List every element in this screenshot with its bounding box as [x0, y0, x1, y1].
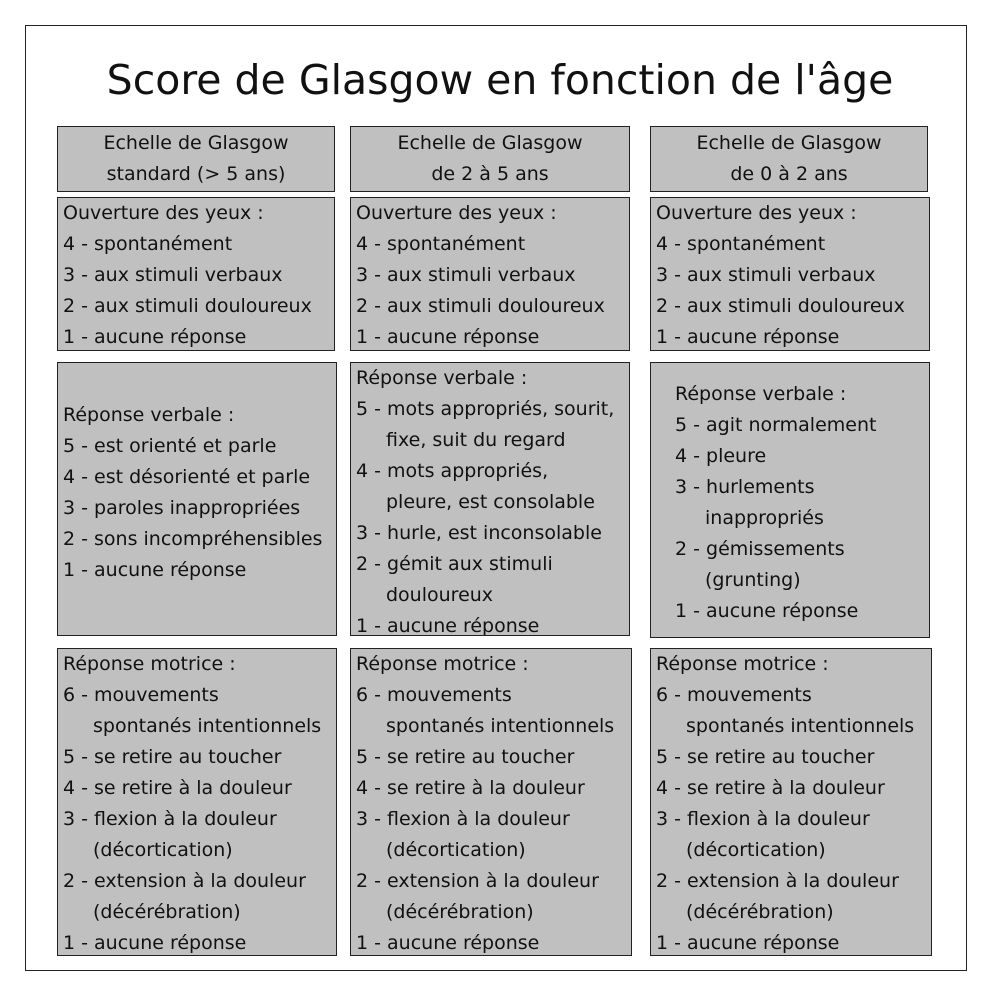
section-label: Réponse motrice : [63, 653, 236, 675]
score-item: 1 - aucune réponse [356, 326, 540, 348]
header-standard [57, 126, 335, 192]
verbal-box-standard [57, 362, 337, 636]
score-item: 2 - gémit aux stimuli [356, 553, 553, 575]
eyes-box-2-5 [350, 197, 630, 351]
score-item: 4 - pleure [675, 445, 767, 467]
score-item: 4 - se retire à la douleur [356, 777, 585, 799]
section-label: Réponse verbale : [63, 404, 235, 426]
score-item: 1 - aucune réponse [675, 600, 859, 622]
score-item: 3 - flexion à la douleur [356, 808, 570, 830]
score-item: 6 - mouvements [656, 684, 812, 706]
score-item-continued: pleure, est consolable [386, 491, 595, 513]
motor-box-0-2 [650, 648, 932, 956]
score-item: 2 - aux stimuli douloureux [356, 295, 605, 317]
page-title: Score de Glasgow en fonction de l'âge [106, 56, 894, 104]
score-item: 2 - aux stimuli douloureux [63, 295, 312, 317]
section-label: Ouverture des yeux : [656, 202, 857, 224]
score-item: 3 - hurlements [675, 476, 815, 498]
header-0-2 [650, 126, 928, 192]
score-item: 5 - se retire au toucher [656, 746, 875, 768]
score-item: 1 - aucune réponse [63, 932, 247, 954]
score-item-continued: (décérébration) [386, 901, 534, 923]
header-line: de 2 à 5 ans [431, 163, 549, 185]
score-item: 2 - extension à la douleur [656, 870, 899, 892]
header-line: Echelle de Glasgow [397, 132, 583, 154]
eyes-box-standard [57, 197, 335, 351]
score-item: 1 - aucune réponse [356, 615, 540, 636]
score-item: 6 - mouvements [356, 684, 512, 706]
score-item: 5 - se retire au toucher [356, 746, 575, 768]
score-item: 5 - se retire au toucher [63, 746, 282, 768]
section-label: Réponse verbale : [356, 367, 528, 389]
score-item-continued: inappropriés [705, 507, 824, 529]
score-item-continued: spontanés intentionnels [386, 715, 615, 737]
section-label: Ouverture des yeux : [63, 202, 264, 224]
score-item-continued: (décortication) [93, 839, 233, 861]
score-item: 3 - aux stimuli verbaux [356, 264, 576, 286]
score-item: 1 - aucune réponse [656, 326, 840, 348]
score-item-continued: (décortication) [686, 839, 826, 861]
score-item: 4 - se retire à la douleur [656, 777, 885, 799]
score-item: 2 - extension à la douleur [356, 870, 599, 892]
verbal-box-0-2 [650, 362, 930, 638]
score-item: 2 - extension à la douleur [63, 870, 306, 892]
score-item: 4 - mots appropriés, [356, 460, 549, 482]
header-line: Echelle de Glasgow [696, 132, 882, 154]
section-label: Réponse verbale : [675, 383, 847, 405]
score-item: 3 - aux stimuli verbaux [63, 264, 283, 286]
header-line: Echelle de Glasgow [103, 132, 289, 154]
score-item-continued: (décortication) [386, 839, 526, 861]
score-item: 3 - flexion à la douleur [656, 808, 870, 830]
score-item: 2 - gémissements [675, 538, 845, 560]
score-item: 1 - aucune réponse [63, 559, 247, 581]
header-line: de 0 à 2 ans [730, 163, 848, 185]
score-item: 4 - spontanément [63, 233, 233, 255]
section-label: Réponse motrice : [656, 653, 829, 675]
score-item: 4 - spontanément [656, 233, 826, 255]
score-item-continued: (décérébration) [686, 901, 834, 923]
score-item: 4 - spontanément [356, 233, 526, 255]
score-item: 4 - est désorienté et parle [63, 466, 311, 488]
score-item-continued: spontanés intentionnels [93, 715, 322, 737]
score-item-continued: (décérébration) [93, 901, 241, 923]
score-item: 2 - sons incompréhensibles [63, 528, 323, 550]
score-item: 6 - mouvements [63, 684, 219, 706]
score-item: 2 - aux stimuli douloureux [656, 295, 905, 317]
header-2-5 [350, 126, 630, 192]
score-item: 3 - flexion à la douleur [63, 808, 277, 830]
motor-box-2-5 [350, 648, 632, 956]
score-item-continued: fixe, suit du regard [386, 429, 566, 451]
score-item: 3 - hurle, est inconsolable [356, 522, 602, 544]
score-item: 3 - aux stimuli verbaux [656, 264, 876, 286]
header-line: standard (> 5 ans) [106, 163, 286, 185]
verbal-box-2-5 [350, 362, 630, 636]
score-item: 5 - agit normalement [675, 414, 877, 436]
section-label: Ouverture des yeux : [356, 202, 557, 224]
score-item: 5 - est orienté et parle [63, 435, 277, 457]
score-item: 4 - se retire à la douleur [63, 777, 292, 799]
eyes-box-0-2 [650, 197, 930, 351]
score-item-continued: spontanés intentionnels [686, 715, 915, 737]
score-item: 5 - mots appropriés, sourit, [356, 398, 615, 420]
score-item: 3 - paroles inappropriées [63, 497, 301, 519]
score-item-continued: douloureux [386, 584, 494, 606]
score-item: 1 - aucune réponse [656, 932, 840, 954]
score-item: 1 - aucune réponse [63, 326, 247, 348]
score-item: 1 - aucune réponse [356, 932, 540, 954]
section-label: Réponse motrice : [356, 653, 529, 675]
motor-box-standard [57, 648, 337, 956]
score-item-continued: (grunting) [705, 569, 801, 591]
